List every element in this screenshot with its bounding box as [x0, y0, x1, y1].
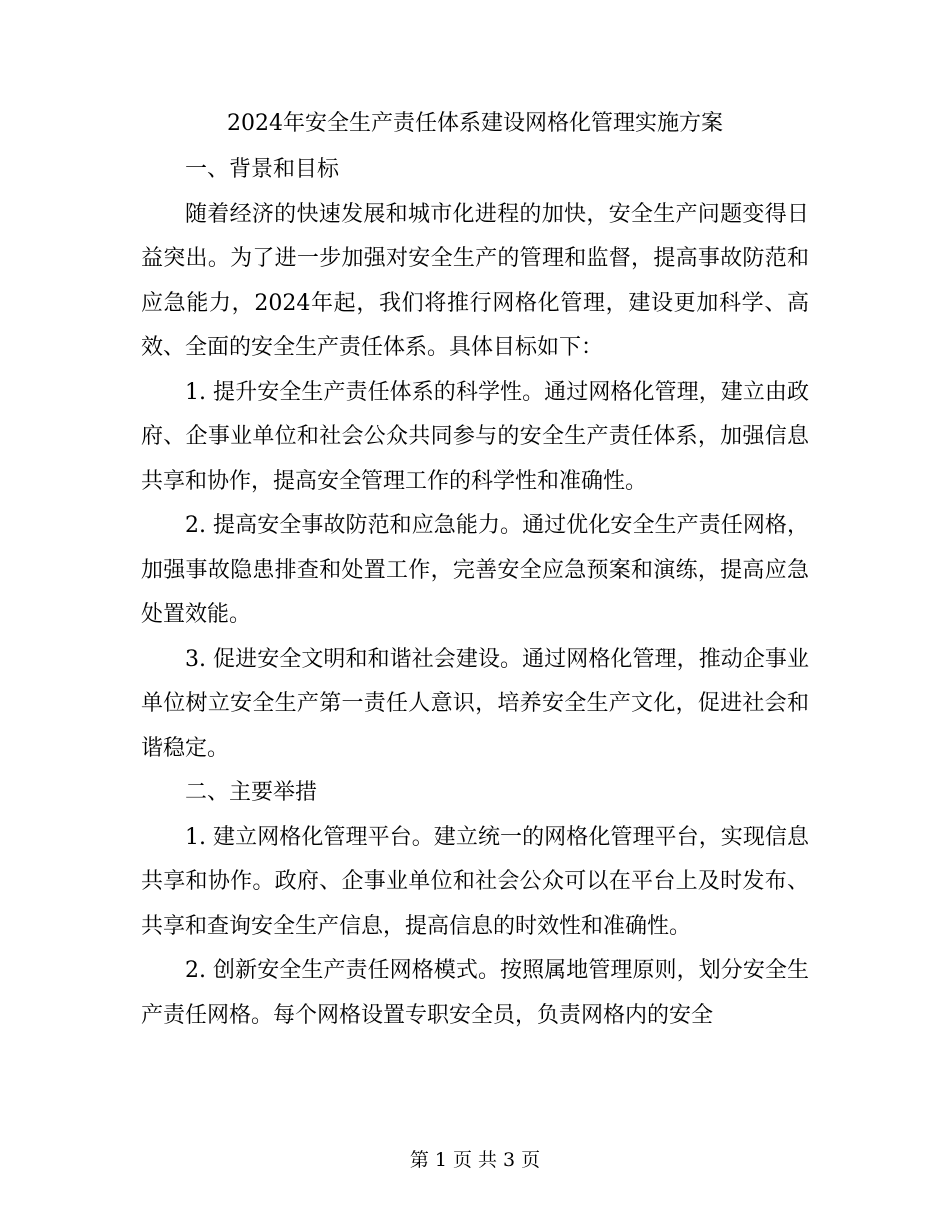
paragraph-measure-1: 1. 建立网格化管理平台。建立统一的网格化管理平台，实现信息共享和协作。政府、企事业单位和社会公众可以在平台上及时发布、共享和查询安全生产信息，提高信息的时效性和准确性。: [141, 824, 809, 939]
page-indicator: 第 1 页 共 3 页: [409, 1149, 541, 1171]
paragraph-goal-3: 3. 促进安全文明和和谐社会建设。通过网格化管理，推动企事业单位树立安全生产第一责任人意识，培养安全生产文化，促进社会和谐稳定。: [141, 646, 809, 761]
section-heading-background: 一、背景和目标: [185, 157, 340, 182]
document-body: [141, 100, 809, 1038]
document-title: 2024年安全生产责任体系建设网格化管理实施方案: [227, 111, 723, 136]
paragraph-goal-2: 2. 提高安全事故防范和应急能力。通过优化安全生产责任网格，加强事故隐患排查和处置工作，完善安全应急预案和演练，提高应急处置效能。: [141, 513, 809, 627]
section-heading-measures: 二、主要举措: [185, 780, 318, 805]
paragraph-goal-1: 1. 提升安全生产责任体系的科学性。通过网格化管理，建立由政府、企事业单位和社会公众共同参与的安全生产责任体系，加强信息共享和协作，提高安全管理工作的科学性和准确性。: [141, 379, 809, 494]
paragraph-measure-2: 2. 创新安全生产责任网格模式。按照属地管理原则，划分安全生产责任网格。每个网格设置专职安全员，负责网格内的安全: [141, 958, 809, 1028]
paragraph-intro: 随着经济的快速发展和城市化进程的加快，安全生产问题变得日益突出。为了进一步加强对安全生产的管理和监督，提高事故防范和应急能力，2024年起，我们将推行网格化管理，建设更加科学、高效、全面的安全生产责任体系。具体目标如下：: [141, 201, 809, 360]
